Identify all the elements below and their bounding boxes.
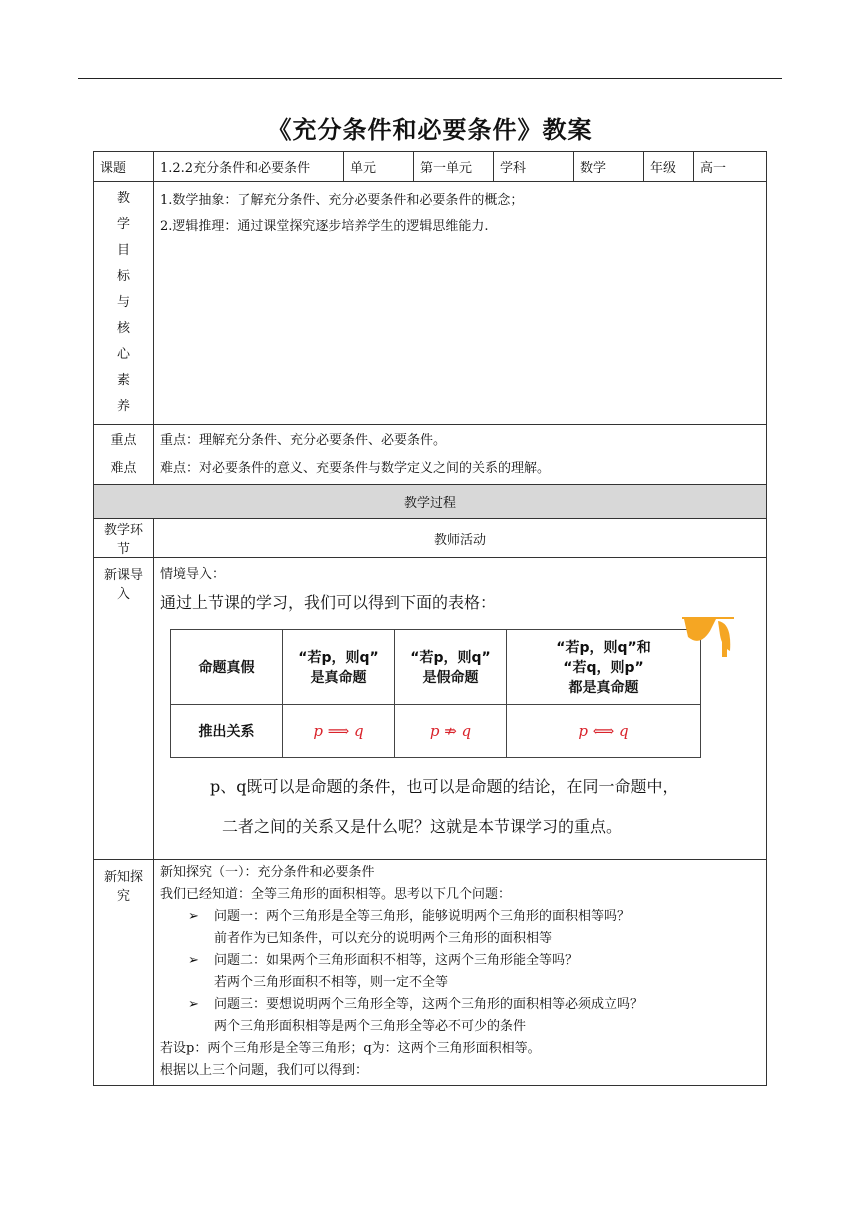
relation-iff: p ⟺ q [507,705,701,758]
explore-label: 新知探究 [94,860,154,1086]
intro-content [154,558,767,860]
subject-label: 课题 [94,152,154,182]
unit-value: 第一单元 [414,152,494,182]
question-item: ➢ 问题三：要想说明两个三角形全等，这两个三角形的面积相等必须成立吗？ [160,994,760,1016]
answer-item: 前者作为已知条件，可以充分的说明两个三角形的面积相等 [214,931,553,946]
intro-label: 新课导入 [94,558,154,860]
intro-row [94,558,767,860]
process-header-row [94,485,767,519]
grade-value: 高一 [694,152,767,182]
explore-row [94,860,767,1086]
discipline-value: 数学 [574,152,644,182]
intro-lead: 通过上节课的学习，我们可以得到下面的表格： [160,593,497,612]
discipline-label: 学科 [494,152,574,182]
explore-known: 我们已经知道：全等三角形的面积相等。思考以下几个问题： [160,887,512,902]
question-item: ➢ 问题二：如果两个三角形面积不相等，这两个三角形能全等吗？ [160,950,760,972]
intro-paragraph-2: 二者之间的关系又是什么呢？这就是本节课学习的重点。 [222,817,623,836]
answer-item: 两个三角形面积相等是两个三角形全等必不可少的条件 [214,1019,527,1034]
process-header: 教学过程 [94,485,767,519]
header-row [94,152,767,182]
arrow-bullet-icon: ➢ [188,997,199,1012]
relation-table [170,629,701,758]
row-truth-label: 命题真假 [171,630,283,705]
orange-fan-icon [682,617,734,659]
goal-item: 2.逻辑推理：通过课堂探究逐步培养学生的逻辑思维能力. [160,219,489,234]
relation-implies: p ⟹ q [283,705,395,758]
intro-paragraph-1: p、q既可以是命题的条件，也可以是命题的结论，在同一命题中， [210,777,679,796]
relation-not-implies: p ⇏ q [395,705,507,758]
keypoints-label: 重点 难点 [94,425,154,485]
keypoints-row [94,425,767,485]
goals-label: 教 学 目 标 与 核 心 素 养 [94,182,154,425]
goals-content [154,182,767,425]
explore-content [154,860,767,1086]
page-title: 《充分条件和必要条件》教案 [267,116,593,144]
explore-suppose: 若设p：两个三角形是全等三角形；q为：这两个三角形面积相等。 [160,1041,541,1056]
process-columns-row [94,519,767,558]
keypoints-content [154,425,767,485]
goal-item: 1.数学抽象：了解充分条件、充分必要条件和必要条件的概念； [160,193,524,208]
unit-label: 单元 [344,152,414,182]
question-item: ➢ 问题一：两个三角形是全等三角形，能够说明两个三角形的面积相等吗？ [160,906,760,928]
truth-cell-2: “若p，则q” 是假命题 [395,630,507,705]
truth-cell-3: “若p，则q”和 “若q，则p” 都是真命题 [507,630,701,705]
key-point: 重点：理解充分条件、充分必要条件、必要条件。 [160,432,447,448]
arrow-bullet-icon: ➢ [188,953,199,968]
answer-item: 若两个三角形面积不相等，则一定不全等 [214,975,449,990]
row-relation-label: 推出关系 [171,705,283,758]
lesson-plan-table [93,151,767,1086]
grade-label: 年级 [644,152,694,182]
goals-row [94,182,767,425]
explore-heading: 新知探究（一）：充分条件和必要条件 [160,865,375,880]
explore-conclude: 根据以上三个问题，我们可以得到： [160,1063,369,1078]
column-stage: 教学环节 [94,519,154,558]
arrow-bullet-icon: ➢ [188,909,199,924]
column-activity: 教师活动 [154,519,767,558]
difficult-point: 难点：对必要条件的意义、充要条件与数学定义之间的关系的理解。 [160,460,551,476]
relation-table-wrap [160,629,760,761]
truth-cell-1: “若p，则q” 是真命题 [283,630,395,705]
header-rule [78,78,782,79]
subject-value: 1.2.2充分条件和必要条件 [154,152,344,182]
situation-label: 情境导入： [160,567,226,582]
